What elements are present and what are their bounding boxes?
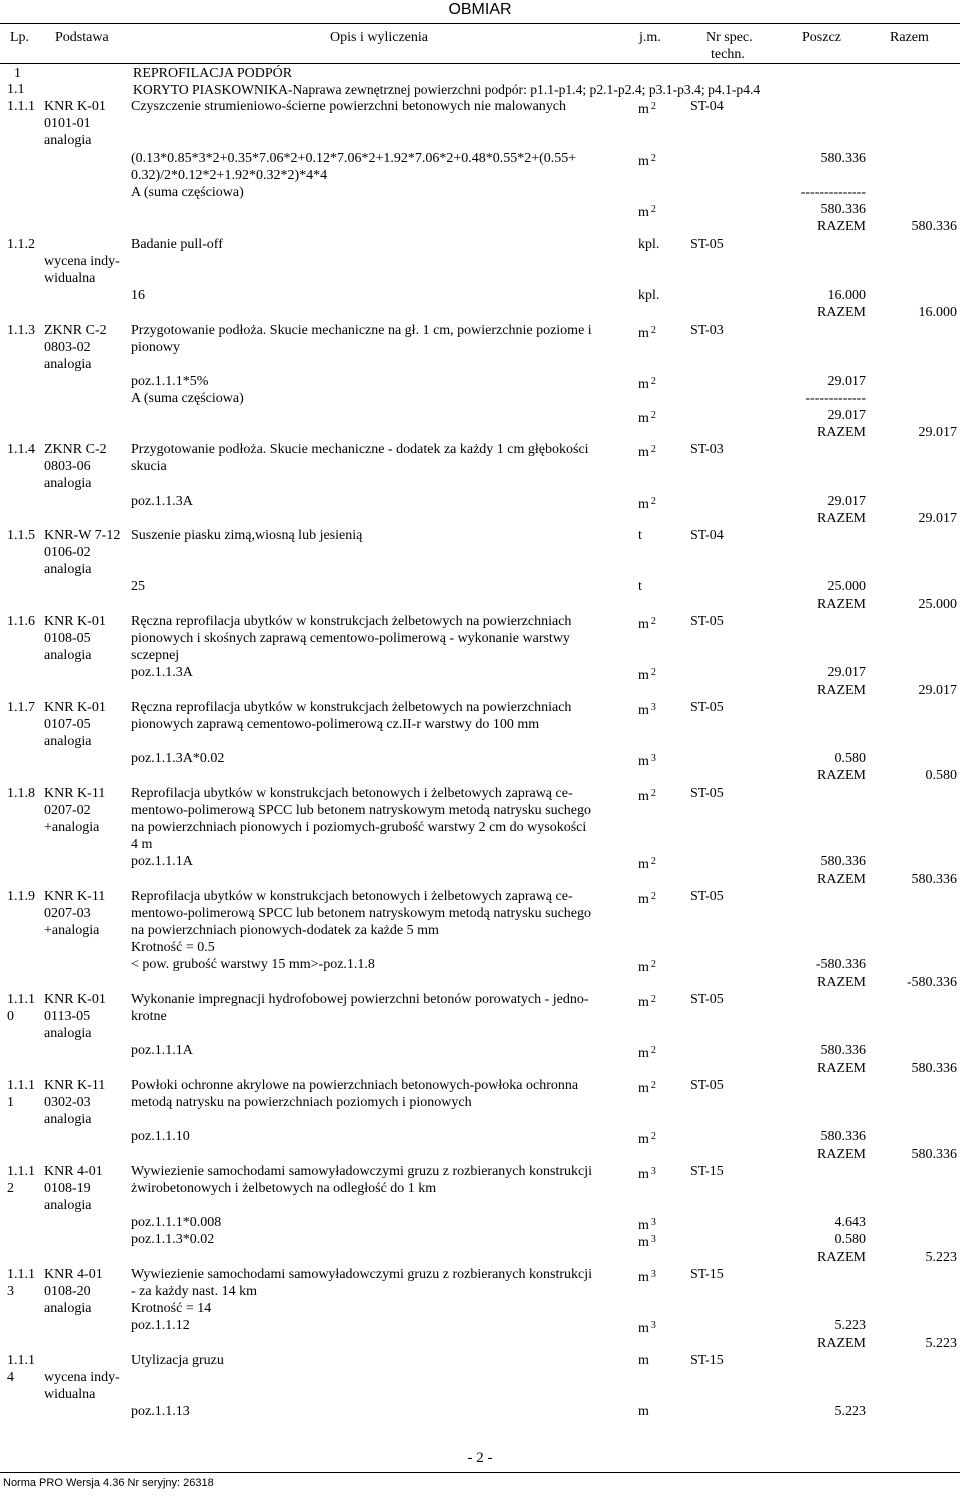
nrspec-cell: ST-05 (690, 614, 724, 629)
razem-cell: -580.336 (906, 975, 957, 990)
podstawa-cell: analogia (44, 734, 92, 749)
opis-cell: (0.13*0.85*3*2+0.35*7.06*2+0.12*7.06*2+1.92*7.06*2+0.48*0.55*2+(0.55+ (131, 151, 577, 166)
jm-cell (638, 373, 656, 393)
opis-cell: < pow. grubość warstwy 15 mm>-poz.1.1.8 (131, 957, 375, 972)
opis-cell: poz.1.1.10 (131, 1129, 190, 1144)
lp-cell: 1.1.4 (7, 442, 35, 457)
razem-label: RAZEM (817, 768, 866, 783)
podstawa-cell: KNR-W 7-12 (44, 528, 121, 543)
unit-base: m (638, 205, 649, 220)
razem-label: RAZEM (817, 305, 866, 320)
opis-cell: Badanie pull-off (131, 237, 223, 252)
podstawa-cell: widualna (44, 1387, 96, 1402)
unit-exponent: 2 (650, 496, 656, 507)
unit-exponent: 2 (650, 444, 656, 455)
unit-base: m (638, 754, 649, 769)
unit-base: m (638, 789, 649, 804)
poszcz-cell: 0.580 (834, 751, 866, 766)
razem-label: RAZEM (817, 975, 866, 990)
opis-cell: Ręczna reprofilacja ubytków w konstrukcjach żelbetowych na powierzchniach (131, 614, 572, 629)
unit-exponent: 2 (650, 410, 656, 421)
podstawa-cell: widualna (44, 271, 96, 286)
header-top-rule (0, 23, 960, 24)
razem-cell: 580.336 (911, 1061, 957, 1076)
podstawa-cell: 0302-03 (44, 1095, 91, 1110)
nrspec-cell: ST-04 (690, 528, 724, 543)
opis-cell: poz.1.1.3A (131, 494, 193, 509)
unit-base: m (638, 1046, 649, 1061)
razem-cell: 5.223 (925, 1250, 957, 1265)
razem-label: RAZEM (817, 511, 866, 526)
lp-cell: 1 (7, 1095, 14, 1110)
unit-exponent: 3 (650, 1234, 656, 1245)
unit-base: m (638, 1321, 649, 1336)
jm-cell (638, 699, 656, 719)
podstawa-cell: analogia (44, 1198, 92, 1213)
nrspec-cell: ST-05 (690, 992, 724, 1007)
col-header-nrspec: Nr spec. (706, 30, 753, 45)
unit-base: m (638, 1132, 649, 1147)
poszcz-cell: 29.017 (827, 494, 866, 509)
unit-exponent: 2 (650, 667, 656, 678)
opis-cell: - za każdy nast. 14 km (131, 1284, 257, 1299)
podstawa-cell: 0803-06 (44, 459, 91, 474)
unit-exponent: 3 (650, 1217, 656, 1228)
lp-cell: 3 (7, 1284, 14, 1299)
opis-cell: 25 (131, 579, 145, 594)
podstawa-cell: +analogia (44, 820, 100, 835)
opis-cell: krotne (131, 1009, 167, 1024)
podstawa-cell: wycena indy- (44, 254, 120, 269)
opis-cell: pionowych zaprawą cementowo-polimerową cz.II-r warstwy do 100 mm (131, 717, 540, 732)
lp-cell: 1.1.1 (7, 99, 35, 114)
unit-base: m (638, 411, 649, 426)
opis-cell: skucia (131, 459, 167, 474)
podstawa-cell: ZKNR C-2 (44, 323, 107, 338)
opis-cell: A (suma częściowa) (131, 185, 244, 200)
podstawa-cell: 0207-03 (44, 906, 91, 921)
opis-cell: 16 (131, 288, 145, 303)
razem-label: RAZEM (817, 1250, 866, 1265)
unit-exponent: 3 (650, 1269, 656, 1280)
podstawa-cell: wycena indy- (44, 1370, 120, 1385)
jm-cell (638, 1042, 656, 1062)
subsection-title: KORYTO PIASKOWNIKA-Naprawa zewnętrznej powierzchni podpór: p1.1-p1.4; p2.1-p2.4; p3.1-p3.4; p4.1-p4.4 (133, 82, 761, 97)
lp-cell: 1.1.9 (7, 889, 35, 904)
razem-cell: 25.000 (918, 597, 957, 612)
nrspec-cell: ST-15 (690, 1267, 724, 1282)
opis-cell: Wywiezienie samochodami samowyładowczymi gruzu z rozbieranych konstrukcji (131, 1267, 593, 1282)
opis-cell: 4 m (131, 837, 153, 852)
unit-exponent: 3 (650, 1320, 656, 1331)
jm-cell (638, 322, 656, 342)
podstawa-cell: analogia (44, 562, 92, 577)
unit-base: m (638, 1081, 649, 1096)
podstawa-cell: 0803-02 (44, 340, 91, 355)
jm-cell (638, 1231, 656, 1251)
razem-cell: 29.017 (918, 511, 957, 526)
razem-cell: 580.336 (911, 1147, 957, 1162)
unit-exponent: 2 (650, 891, 656, 902)
unit-base: m (638, 497, 649, 512)
unit-base: m (638, 377, 649, 392)
subsection-number: 1.1 (7, 82, 25, 97)
unit-base: m (638, 1235, 649, 1250)
poszcz-cell: 580.336 (820, 1129, 866, 1144)
podstawa-cell: 0113-05 (44, 1009, 91, 1024)
opis-cell: poz.1.1.1*0.008 (131, 1215, 222, 1230)
footer-rule (0, 1472, 960, 1473)
poszcz-cell: 580.336 (820, 151, 866, 166)
razem-label: RAZEM (817, 1061, 866, 1076)
lp-cell: 1.1.2 (7, 237, 35, 252)
unit-exponent: 2 (650, 376, 656, 387)
jm-cell: kpl. (638, 288, 660, 303)
lp-cell: 1.1.5 (7, 528, 35, 543)
podstawa-cell: KNR 4-01 (44, 1164, 103, 1179)
jm-cell: m (638, 1353, 649, 1368)
razem-label: RAZEM (817, 683, 866, 698)
header-bottom-rule (0, 63, 960, 64)
unit-base: m (638, 1270, 649, 1285)
jm-cell (638, 991, 656, 1011)
podstawa-cell: analogia (44, 648, 92, 663)
col-header-lp: Lp. (10, 30, 30, 45)
lp-cell: 1.1.6 (7, 614, 35, 629)
poszcz-cell: ------------- (805, 391, 866, 406)
nrspec-cell: ST-15 (690, 1164, 724, 1179)
razem-cell: 16.000 (918, 305, 957, 320)
unit-exponent: 2 (650, 1131, 656, 1142)
nrspec-cell: ST-05 (690, 237, 724, 252)
unit-exponent: 2 (650, 788, 656, 799)
podstawa-cell: analogia (44, 1026, 92, 1041)
opis-cell: na powierzchniach pionowych-dodatek za każde 5 mm (131, 923, 439, 938)
podstawa-cell: KNR 4-01 (44, 1267, 103, 1282)
col-header-techn: techn. (711, 47, 745, 62)
podstawa-cell: KNR K-11 (44, 889, 106, 904)
nrspec-cell: ST-05 (690, 700, 724, 715)
unit-exponent: 2 (650, 1045, 656, 1056)
unit-exponent: 2 (650, 959, 656, 970)
razem-cell: 29.017 (918, 425, 957, 440)
podstawa-cell: KNR K-01 (44, 700, 106, 715)
opis-cell: poz.1.1.3A*0.02 (131, 751, 225, 766)
razem-label: RAZEM (817, 1336, 866, 1351)
unit-base: m (638, 995, 649, 1010)
unit-exponent: 2 (650, 616, 656, 627)
lp-cell: 1.1.1 (7, 1267, 35, 1282)
jm-cell (638, 664, 656, 684)
page-title: OBMIAR (448, 1, 512, 18)
razem-label: RAZEM (817, 872, 866, 887)
opis-cell: sczepnej (131, 648, 180, 663)
nrspec-cell: ST-05 (690, 1078, 724, 1093)
poszcz-cell: 4.643 (834, 1215, 866, 1230)
poszcz-cell: 0.580 (834, 1232, 866, 1247)
jm-cell (638, 1266, 656, 1286)
opis-cell: 0.32)/2*0.12*2+1.92*0.32*2)*4*4 (131, 168, 328, 183)
podstawa-cell: KNR K-11 (44, 1078, 106, 1093)
lp-cell: 1.1.8 (7, 786, 35, 801)
podstawa-cell: KNR K-11 (44, 786, 106, 801)
razem-cell: 0.580 (925, 768, 957, 783)
jm-cell (638, 150, 656, 170)
nrspec-cell: ST-03 (690, 323, 724, 338)
razem-label: RAZEM (817, 597, 866, 612)
lp-cell: 1.1.7 (7, 700, 35, 715)
poszcz-cell: 29.017 (827, 665, 866, 680)
opis-cell: Wykonanie impregnacji hydrofobowej powierzchni betonów porowatych - jedno- (131, 992, 589, 1007)
opis-cell: Przygotowanie podłoża. Skucie mechaniczne na gł. 1 cm, powierzchnie poziome i (131, 323, 592, 338)
section-number: 1 (14, 66, 21, 81)
unit-base: m (638, 703, 649, 718)
unit-base: m (638, 154, 649, 169)
col-header-jm: j.m. (639, 30, 661, 45)
col-header-poszcz: Poszcz (802, 30, 841, 45)
razem-cell: 5.223 (925, 1336, 957, 1351)
razem-label: RAZEM (817, 219, 866, 234)
lp-cell: 1.1.1 (7, 992, 35, 1007)
opis-cell: poz.1.1.12 (131, 1318, 190, 1333)
unit-base: m (638, 326, 649, 341)
opis-cell: poz.1.1.1A (131, 1043, 193, 1058)
opis-cell: Reprofilacja ubytków w konstrukcjach betonowych i żelbetowych zaprawą ce- (131, 786, 573, 801)
unit-base: m (638, 892, 649, 907)
unit-exponent: 2 (650, 1080, 656, 1091)
jm-cell: kpl. (638, 237, 660, 252)
jm-cell (638, 201, 656, 221)
unit-exponent: 3 (650, 1166, 656, 1177)
jm-cell: t (638, 528, 642, 543)
opis-cell: żwirobetonowych i żelbetowych na odległość do 1 km (131, 1181, 437, 1196)
lp-cell: 4 (7, 1370, 14, 1385)
opis-cell: Powłoki ochronne akrylowe na powierzchniach betonowych-powłoka ochronna (131, 1078, 579, 1093)
jm-cell (638, 407, 656, 427)
nrspec-cell: ST-05 (690, 889, 724, 904)
razem-cell: 580.336 (911, 219, 957, 234)
unit-base: m (638, 857, 649, 872)
opis-cell: Wywiezienie samochodami samowyładowczymi gruzu z rozbieranych konstrukcji (131, 1164, 593, 1179)
podstawa-cell: analogia (44, 357, 92, 372)
podstawa-cell: ZKNR C-2 (44, 442, 107, 457)
unit-exponent: 2 (650, 101, 656, 112)
lp-cell: 1.1.3 (7, 323, 35, 338)
opis-cell: Krotność = 14 (131, 1301, 212, 1316)
poszcz-cell: -------------- (800, 185, 866, 200)
opis-cell: Czyszczenie strumieniowo-ścierne powierzchni betonowych nie malowanych (131, 99, 567, 114)
col-header-opis: Opis i wyliczenia (330, 30, 428, 45)
poszcz-cell: 29.017 (827, 408, 866, 423)
podstawa-cell: analogia (44, 1112, 92, 1127)
lp-cell: 2 (7, 1181, 14, 1196)
opis-cell: metodą natrysku na powierzchniach poziomych i pionowych (131, 1095, 472, 1110)
nrspec-cell: ST-15 (690, 1353, 724, 1368)
poszcz-cell: 25.000 (827, 579, 866, 594)
opis-cell: na powierzchniach pionowych i poziomych-grubość warstwy 2 cm do wysokości (131, 820, 587, 835)
jm-cell (638, 613, 656, 633)
jm-cell (638, 1077, 656, 1097)
col-header-podstawa: Podstawa (55, 30, 109, 45)
unit-base: m (638, 1218, 649, 1233)
podstawa-cell: 0108-20 (44, 1284, 91, 1299)
podstawa-cell: 0101-01 (44, 116, 91, 131)
unit-base: m (638, 102, 649, 117)
razem-label: RAZEM (817, 425, 866, 440)
opis-cell: Ręczna reprofilacja ubytków w konstrukcjach żelbetowych na powierzchniach (131, 700, 572, 715)
opis-cell: Utylizacja gruzu (131, 1353, 224, 1368)
opis-cell: poz.1.1.1A (131, 854, 193, 869)
unit-base: m (638, 668, 649, 683)
unit-exponent: 2 (650, 994, 656, 1005)
poszcz-cell: 580.336 (820, 1043, 866, 1058)
opis-cell: pionowy (131, 340, 180, 355)
jm-cell (638, 493, 656, 513)
opis-cell: mentowo-polimerową SPCC lub betonem natryskowym metodą natrysku suchego (131, 906, 591, 921)
unit-base: m (638, 960, 649, 975)
opis-cell: poz.1.1.3*0.02 (131, 1232, 215, 1247)
poszcz-cell: 580.336 (820, 202, 866, 217)
jm-cell: t (638, 579, 642, 594)
jm-cell (638, 785, 656, 805)
jm-cell (638, 750, 656, 770)
opis-cell: poz.1.1.13 (131, 1404, 190, 1419)
unit-base: m (638, 1167, 649, 1182)
poszcz-cell: 16.000 (827, 288, 866, 303)
podstawa-cell: 0107-05 (44, 717, 91, 732)
jm-cell (638, 956, 656, 976)
podstawa-cell: analogia (44, 476, 92, 491)
opis-cell: poz.1.1.3A (131, 665, 193, 680)
unit-exponent: 3 (650, 753, 656, 764)
unit-base: m (638, 617, 649, 632)
podstawa-cell: 0106-02 (44, 545, 91, 560)
podstawa-cell: +analogia (44, 923, 100, 938)
unit-exponent: 3 (650, 702, 656, 713)
podstawa-cell: 0108-05 (44, 631, 91, 646)
nrspec-cell: ST-03 (690, 442, 724, 457)
jm-cell: m (638, 1404, 649, 1419)
podstawa-cell: analogia (44, 133, 92, 148)
opis-cell: Krotność = 0.5 (131, 940, 215, 955)
section-title: REPROFILACJA PODPÓR (133, 66, 293, 81)
opis-cell: A (suma częściowa) (131, 391, 244, 406)
jm-cell (638, 1317, 656, 1337)
jm-cell (638, 98, 656, 118)
razem-label: RAZEM (817, 1147, 866, 1162)
page-number: - 2 - (467, 1450, 493, 1466)
jm-cell (638, 1128, 656, 1148)
opis-cell: poz.1.1.1*5% (131, 374, 209, 389)
razem-cell: 29.017 (918, 683, 957, 698)
lp-cell: 1.1.1 (7, 1164, 35, 1179)
nrspec-cell: ST-05 (690, 786, 724, 801)
unit-exponent: 2 (650, 204, 656, 215)
unit-exponent: 2 (650, 153, 656, 164)
opis-cell: Suszenie piasku zimą,wiosną lub jesienią (131, 528, 363, 543)
unit-exponent: 2 (650, 325, 656, 336)
unit-exponent: 2 (650, 856, 656, 867)
jm-cell (638, 853, 656, 873)
opis-cell: Reprofilacja ubytków w konstrukcjach betonowych i żelbetowych zaprawą ce- (131, 889, 573, 904)
podstawa-cell: analogia (44, 1301, 92, 1316)
opis-cell: pionowych i skośnych zaprawą cementowo-polimerową - wykonanie warstwy (131, 631, 570, 646)
col-header-razem: Razem (890, 30, 929, 45)
poszcz-cell: 580.336 (820, 854, 866, 869)
podstawa-cell: KNR K-01 (44, 99, 106, 114)
unit-base: m (638, 445, 649, 460)
program-version: Norma PRO Wersja 4.36 Nr seryjny: 26318 (3, 1477, 214, 1489)
nrspec-cell: ST-04 (690, 99, 724, 114)
razem-cell: 580.336 (911, 872, 957, 887)
podstawa-cell: 0207-02 (44, 803, 91, 818)
podstawa-cell: KNR K-01 (44, 992, 106, 1007)
poszcz-cell: 5.223 (834, 1318, 866, 1333)
podstawa-cell: KNR K-01 (44, 614, 106, 629)
poszcz-cell: -580.336 (815, 957, 866, 972)
jm-cell (638, 1163, 656, 1183)
poszcz-cell: 5.223 (834, 1404, 866, 1419)
lp-cell: 1.1.1 (7, 1078, 35, 1093)
podstawa-cell: 0108-19 (44, 1181, 91, 1196)
opis-cell: mentowo-polimerową SPCC lub betonem natryskowym metodą natrysku suchego (131, 803, 591, 818)
jm-cell (638, 888, 656, 908)
lp-cell: 0 (7, 1009, 14, 1024)
poszcz-cell: 29.017 (827, 374, 866, 389)
opis-cell: Przygotowanie podłoża. Skucie mechaniczne - dodatek za każdy 1 cm głębokości (131, 442, 589, 457)
jm-cell (638, 441, 656, 461)
lp-cell: 1.1.1 (7, 1353, 35, 1368)
